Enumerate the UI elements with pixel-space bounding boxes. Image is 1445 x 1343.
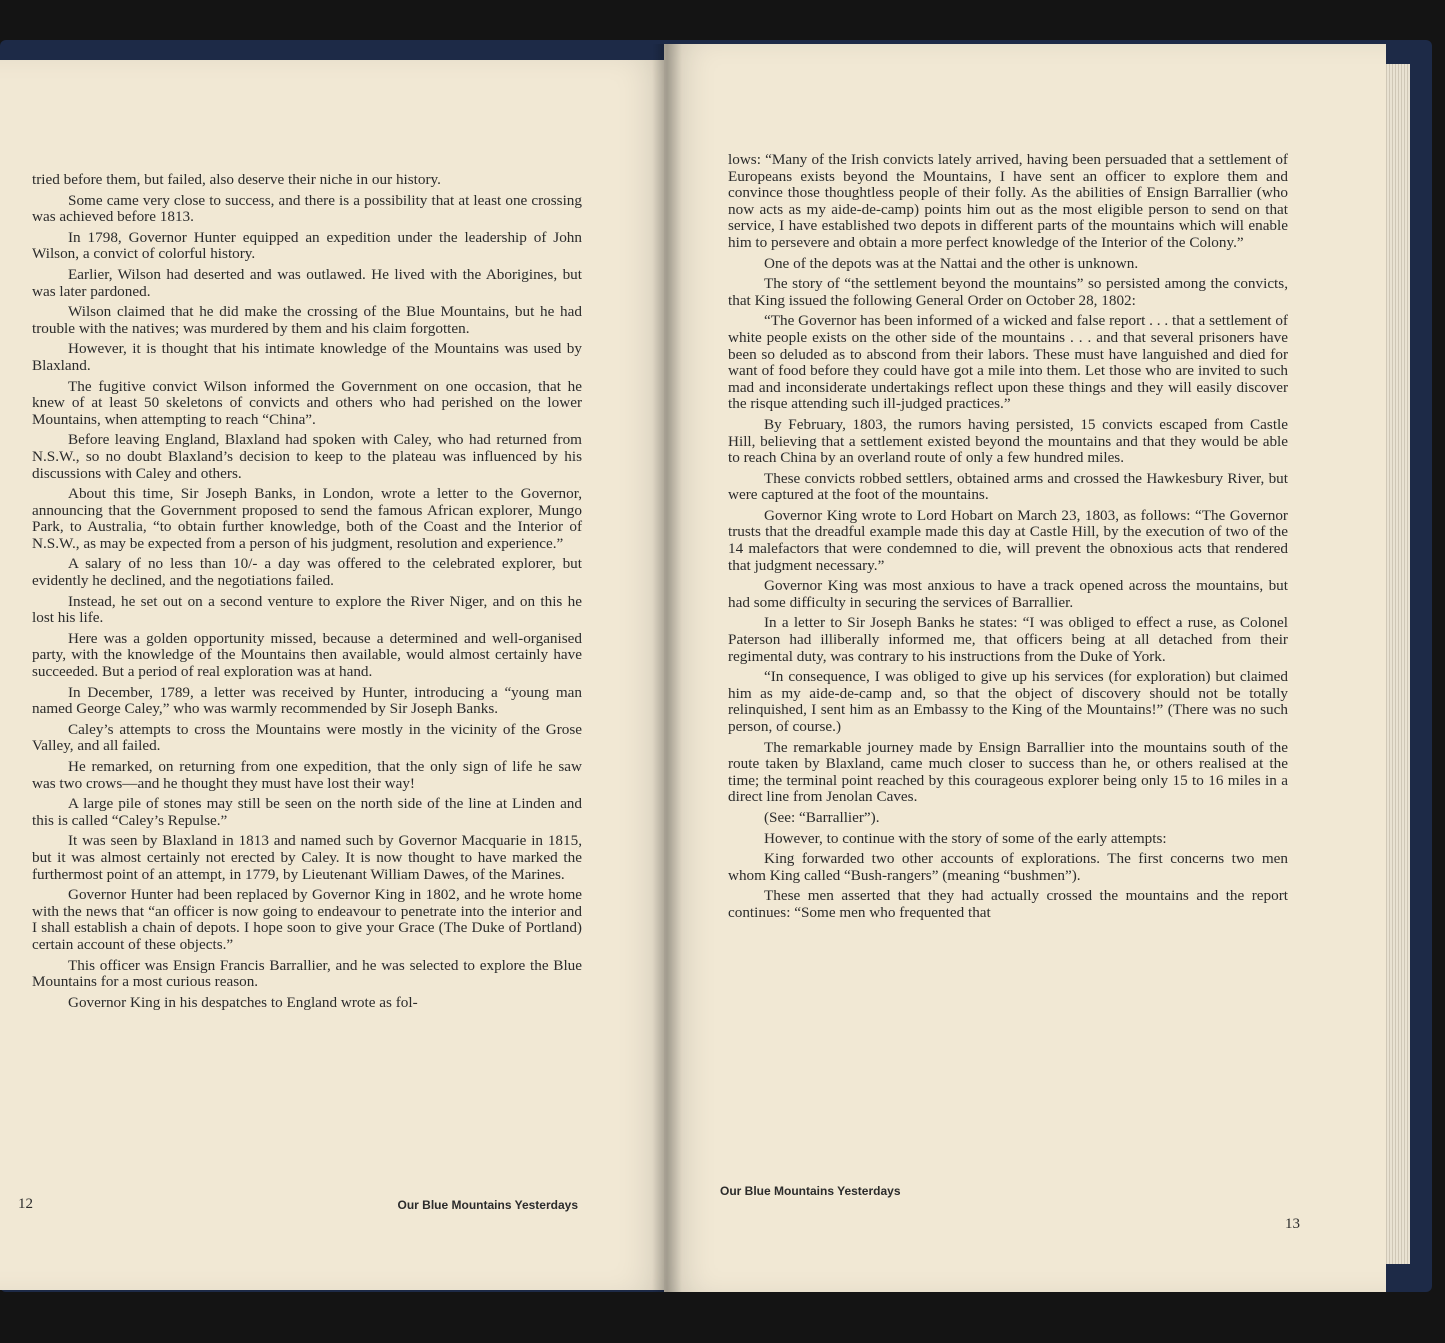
paragraph: Before leaving England, Blaxland had spoken with Caley, who had returned from N.S.W., so no doubt Blaxland’s decision to keep to the plateau was influenced by his discussions with Caley and others. <box>32 431 582 482</box>
left-page <box>0 60 668 1290</box>
paragraph: “The Governor has been informed of a wicked and false report . . . that a settlement of white people exists on the other side of the mountains . . . and that several prisoners have been so deluded as to abscond from their labors. These must have languished and died for want of food before they could have got a mile into them. Let those who are invited to such mad and inconsiderate undertakings reflect upon these things and they will easily discover the risque attending such ill-judged practices.” <box>728 312 1288 413</box>
paragraph: These convicts robbed settlers, obtained arms and crossed the Hawkesbury River, but were captured at the foot of the mountains. <box>728 469 1288 504</box>
page-number: 12 <box>18 1196 33 1212</box>
paragraph: Governor King in his despatches to England wrote as fol- <box>68 993 418 1011</box>
paragraph: About this time, Sir Joseph Banks, in London, wrote a letter to the Governor, announcing that the Government proposed to send the famous African explorer, Mungo Park, to Australia, “to obtain further knowledge, both of the Coast and the Interior of N.S.W., as may be expected from a person of his judgment, resolution and experience.” <box>32 485 582 552</box>
paragraph: The story of “the settlement beyond the mountains” so persisted among the convicts, that King issued the following General Order on October 28, 1802: <box>728 275 1288 309</box>
paragraph: Governor Hunter had been replaced by Governor King in 1802, and he wrote home with the news that “an officer is now going to endeavour to penetrate into the interior and I shall establish a chain of depots. I hope soon to give your Grace (The Duke of Portland) certain account of these objects.” <box>32 886 582 953</box>
paragraph: In a letter to Sir Joseph Banks he states: “I was obliged to effect a ruse, as Colonel Paterson had illiberally informed me, that officers being at all detached from their regimental duty, was contrary to his instructions from the Duke of York. <box>728 614 1288 665</box>
paragraph: King forwarded two other accounts of explorations. The first concerns two men whom King called “Bush-rangers” (meaning “bushmen”). <box>728 850 1288 884</box>
paragraph: Earlier, Wilson had deserted and was outlawed. He lived with the Aborigines, but was later pardoned. <box>32 265 582 300</box>
book-gutter <box>652 44 682 1292</box>
paragraph: In December, 1789, a letter was received by Hunter, introducing a “young man named George Caley,” who was warmly recommended by Sir Joseph Banks. <box>32 683 582 718</box>
paragraph: However, to continue with the story of some of the early attempts: <box>764 829 1167 847</box>
running-title: Our Blue Mountains Yesterdays <box>720 1184 901 1198</box>
paragraph: It was seen by Blaxland in 1813 and named such by Governor Macquarie in 1815, but it was almost certainly not erected by Caley. It is now thought to have marked the furthermost point of an attempt, in 1779, by Lieutenant William Dawes, of the Marines. <box>32 832 582 883</box>
paragraph: Governor King was most anxious to have a track opened across the mountains, but had some difficulty in securing the services of Barrallier. <box>728 577 1288 611</box>
running-title: Our Blue Mountains Yesterdays <box>397 1198 578 1212</box>
paragraph: (See: “Barrallier”). <box>764 808 880 826</box>
paragraph: This officer was Ensign Francis Barrallier, and he was selected to explore the Blue Mountains for a most curious reason. <box>32 956 582 991</box>
page-edges <box>1384 64 1410 1264</box>
paragraph: A salary of no less than 10/- a day was offered to the celebrated explorer, but evidently he declined, and the negotiations failed. <box>32 555 582 590</box>
paragraph: tried before them, but failed, also deserve their niche in our history. <box>32 171 441 188</box>
paragraph: By February, 1803, the rumors having persisted, 15 convicts escaped from Castle Hill, believing that a settlement existed beyond the mountains and that they would be able to reach China by an overland route of only a few hundred miles. <box>728 415 1288 467</box>
paragraph: He remarked, on returning from one expedition, that the only sign of life he saw was two crows—and he thought they must have lost their way! <box>32 758 582 792</box>
paragraph: A large pile of stones may still be seen on the north side of the line at Linden and this is called “Caley’s Repulse.” <box>32 795 582 829</box>
paragraph: “In consequence, I was obliged to give up his services (for exploration) but claimed him as my aide-de-camp and, so that the object of discovery should not be totally relinquished, I sent him as an Embassy to the King of the Mountains!” (There was no such person, of course.) <box>728 668 1288 735</box>
paragraph: However, it is thought that his intimate knowledge of the Mountains was used by Blaxland. <box>32 340 582 374</box>
paragraph: One of the depots was at the Nattai and the other is unknown. <box>764 254 1139 272</box>
paragraph: Caley’s attempts to cross the Mountains were mostly in the vicinity of the Grose Valley, and all failed. <box>32 720 582 755</box>
paragraph: The remarkable journey made by Ensign Barrallier into the mountains south of the route taken by Blaxland, came much closer to success than he, or others realised at the time; the terminal point reached by this courageous explorer being only 15 to 16 miles in a direct line from Jenolan Caves. <box>728 738 1288 806</box>
right-page <box>664 44 1386 1292</box>
page-number: 13 <box>1285 1216 1300 1232</box>
paragraph: lows: “Many of the Irish convicts lately arrived, having been persuaded that a settlement of Europeans exists beyond the Mountains, I have sent an officer to explore them and convince those thoughtless people of their folly. As the abilities of Ensign Barrallier (who now acts as my aide-de-camp) points him out as the most eligible person to send on that service, I have established two depots in different parts of the mountains which will enable him to persevere and obtain a more perfect knowledge of the Interior of the Colony.” <box>728 151 1288 251</box>
paragraph: Wilson claimed that he did make the crossing of the Blue Mountains, but he had trouble with the natives; was murdered by them and his claim forgotten. <box>32 303 582 337</box>
left-page-text <box>32 172 582 1015</box>
paragraph: Instead, he set out on a second venture to explore the River Niger, and on this he lost his life. <box>32 592 582 627</box>
paragraph: These men asserted that they had actually crossed the mountains and the report continues: “Some men who frequented that <box>728 887 1288 921</box>
paragraph: Here was a golden opportunity missed, because a determined and well-organised party, with the knowledge of the Mountains then available, would almost certainly have succeeded. But a period of real exploration was at hand. <box>32 629 582 681</box>
paragraph: Some came very close to success, and there is a possibility that at least one crossing was achieved before 1813. <box>32 191 582 226</box>
paragraph: The fugitive convict Wilson informed the Government on one occasion, that he knew of at least 50 skeletons of convicts and others who had perished on the lower Mountains, when attempting to reach “China”. <box>32 377 582 428</box>
right-page-text <box>728 152 1288 926</box>
paragraph: Governor King wrote to Lord Hobart on March 23, 1803, as follows: “The Governor trusts that the dreadful example made this day at Castle Hill, by the execution of two of the 14 malefactors that were condemned to die, will prevent the obnoxious acts that rendered that judgment necessary.” <box>728 506 1288 574</box>
paragraph: In 1798, Governor Hunter equipped an expedition under the leadership of John Wilson, a convict of colorful history. <box>32 228 582 263</box>
